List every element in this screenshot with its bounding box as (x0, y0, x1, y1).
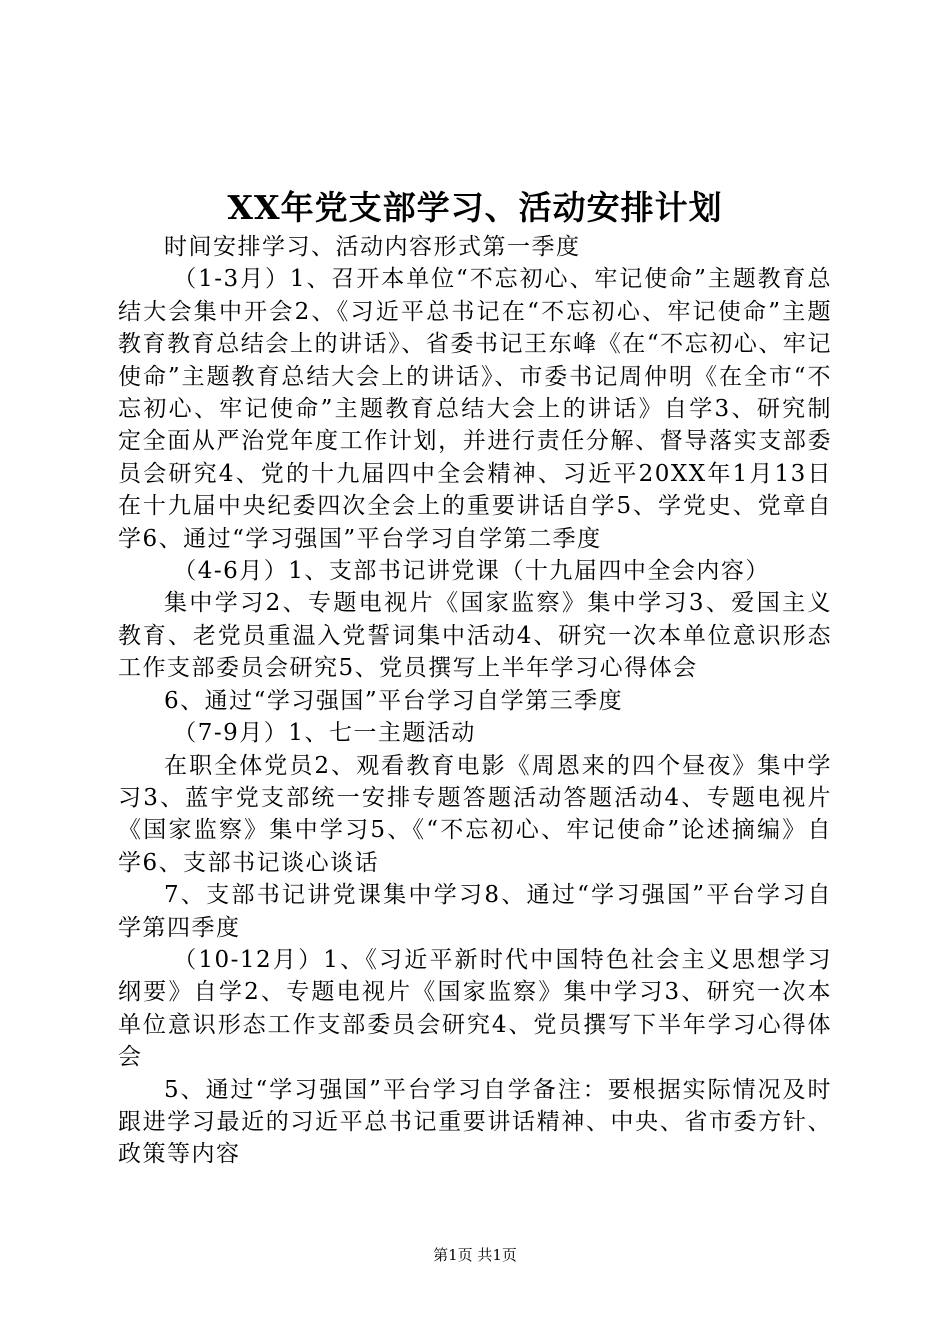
paragraph-q4-item5-note: 5、通过“学习强国”平台学习自学备注：要根据实际情况及时跟进学习最近的习近平总书记重要讲话精神、中央、省市委方针、政策等内容 (118, 1076, 832, 1168)
paragraph-q2-items: 集中学习2、专题电视片《国家监察》集中学习3、爱国主义教育、老党员重温入党誓词集中活动4、研究一次本单位意识形态工作支部委员会研究5、党员撰写上半年学习心得体会 (118, 590, 832, 682)
paragraph-q3-heading: （7-9月）1、七一主题活动 (173, 720, 476, 747)
paragraph-q2-item6: 6、通过“学习强国”平台学习自学第三季度 (164, 687, 624, 714)
paragraph-q1: （1-3月）1、召开本单位“不忘初心、牢记使命”主题教育总结大会集中开会2、《习近平总书记在“不忘初心、牢记使命”主题教育教育总结会上的讲话》、省委书记王东峰《在“不忘初心、牢记使命”主题教育总结大会上的讲话》、市委书记周仲明《在全市“不忘初心、牢记使命”主题教育总结大会上的讲话》自学3、研究制定全面从严治党年度工作计划，并进行责任分解、督导落实支部委员会研究4、党的十九届四中全会精神、习近平20XX年1月13日在十九届中央纪委四次全会上的重要讲话自学5、学党史、党章自学6、通过“学习强国”平台学习自学第二季度 (118, 266, 832, 552)
paragraph-schedule-header: 时间安排学习、活动内容形式第一季度 (164, 234, 581, 260)
paragraph-q3-items: 在职全体党员2、观看教育电影《周恩来的四个昼夜》集中学习3、蓝宇党支部统一安排专题答题活动答题活动4、专题电视片《国家监察》集中学习5、《“不忘初心、牢记使命”论述摘编》自学6、支部书记谈心谈话 (118, 752, 832, 876)
document-body (118, 231, 832, 1171)
paragraph-q3-item7: 7、支部书记讲党课集中学习8、通过“学习强国”平台学习自学第四季度 (118, 882, 832, 941)
paragraph-q2-heading: （4-6月）1、支部书记讲党课（十九届四中全会内容） (173, 558, 770, 585)
page-number-footer: 第1页 共1页 (433, 1246, 517, 1264)
document-title: XX年党支部学习、活动安排计划 (227, 188, 723, 227)
paragraph-q4: （10-12月）1、《习近平新时代中国特色社会主义思想学习纲要》自学2、专题电视片《国家监察》集中学习3、研究一次本单位意识形态工作支部委员会研究4、党员撰写下半年学习心得体会 (118, 946, 832, 1071)
